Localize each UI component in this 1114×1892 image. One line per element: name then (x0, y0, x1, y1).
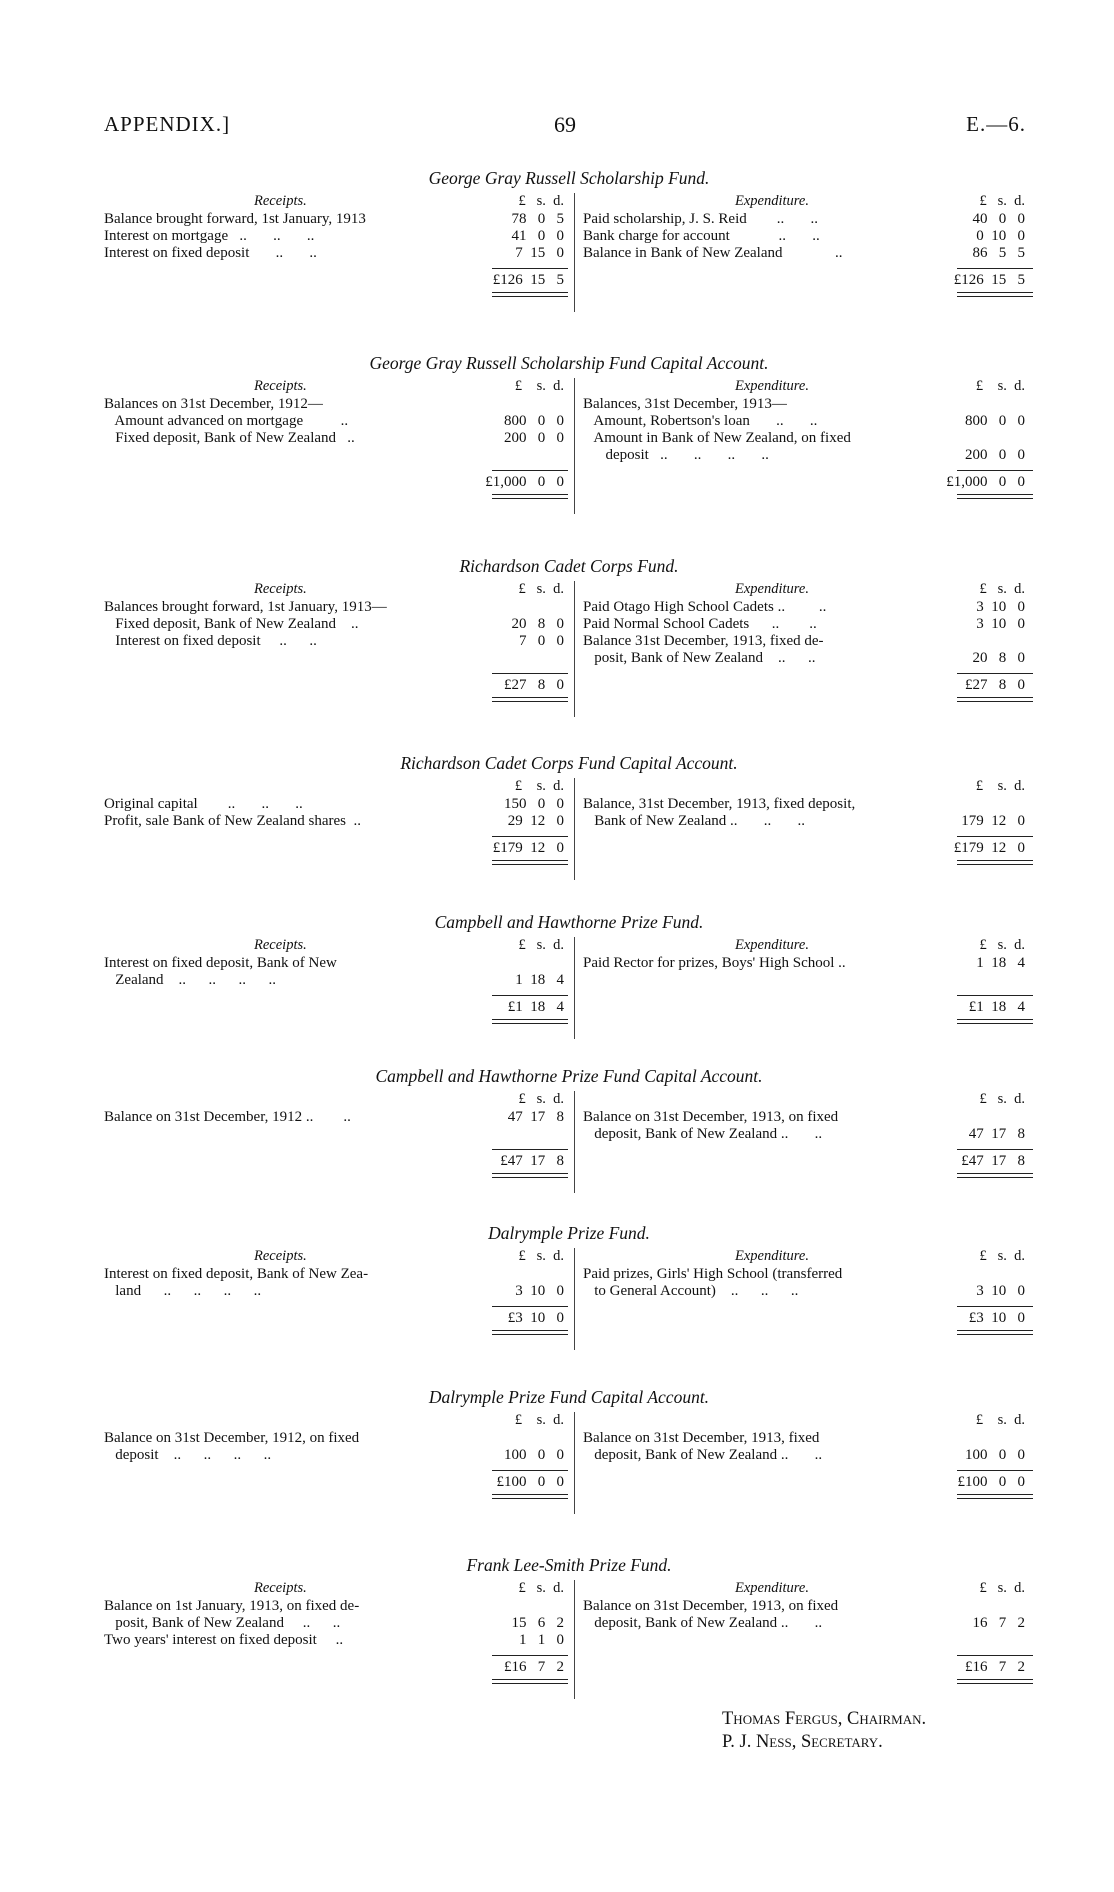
account-title: Campbell and Hawthorne Prize Fund. (434, 912, 704, 932)
entry-text: Fixed deposit, Bank of New Zealand .. (104, 616, 359, 632)
lsd-heading: £ s. d. (979, 193, 1025, 209)
total-rule (957, 1149, 1033, 1150)
entry-text: Paid Normal School Cadets .. .. (583, 616, 817, 632)
receipts-side (104, 937, 570, 1039)
total-rule (957, 836, 1033, 837)
account-block (104, 1387, 1034, 1514)
entry-text: Zealand .. .. .. .. (104, 972, 277, 988)
account-block (104, 353, 1034, 514)
entry-text: Two years' interest on fixed deposit .. (104, 1632, 344, 1648)
total-double-rule (957, 292, 1033, 297)
account-total: £3 10 0 (968, 1310, 1025, 1326)
receipts-side (104, 778, 570, 880)
account-body (104, 193, 1034, 312)
expenditure-heading: Expenditure. (735, 378, 809, 394)
expenditure-side (574, 937, 1035, 1039)
entry-text: posit, Bank of New Zealand .. .. (104, 1615, 341, 1631)
entry-amount: 200 0 0 (504, 430, 564, 446)
total-rule (492, 673, 568, 674)
total-double-rule (957, 860, 1033, 865)
total-rule (492, 1306, 568, 1307)
account-body (104, 1580, 1034, 1699)
entry-text: Balance brought forward, 1st January, 1913 (104, 211, 366, 227)
total-rule (957, 470, 1033, 471)
entry-text: Balances, 31st December, 1913— (583, 396, 787, 412)
account-body (104, 937, 1034, 1039)
account-total: £1 18 4 (968, 999, 1025, 1015)
total-double-rule (492, 1330, 568, 1335)
entry-text: Balance on 31st December, 1913, fixed (583, 1430, 820, 1446)
receipts-side (104, 1248, 570, 1350)
total-rule (492, 836, 568, 837)
total-double-rule (957, 697, 1033, 702)
entry-amount: 1 1 0 (519, 1632, 564, 1648)
total-double-rule (492, 494, 568, 499)
entry-text: Paid scholarship, J. S. Reid .. .. (583, 211, 818, 227)
entry-text: Interest on fixed deposit, Bank of New Zea- (104, 1266, 369, 1282)
secretary-signature: P. J. Ness, Secretary. (722, 1732, 883, 1752)
entry-text: Balances on 31st December, 1912— (104, 396, 323, 412)
account-body (104, 1091, 1034, 1193)
account-total: £47 17 8 (500, 1153, 564, 1169)
account-title: Richardson Cadet Corps Fund Capital Account. (400, 753, 738, 773)
expenditure-side (574, 378, 1035, 514)
entry-amount: 47 17 8 (968, 1126, 1025, 1142)
total-double-rule (492, 1679, 568, 1684)
account-total: £3 10 0 (507, 1310, 564, 1326)
entry-text: Balance on 31st December, 1913, on fixed (583, 1598, 839, 1614)
account-total: £27 8 0 (504, 677, 564, 693)
lsd-heading: £ s. d. (518, 1248, 564, 1264)
receipts-side (104, 581, 570, 717)
lsd-heading: £ s. d. (518, 581, 564, 597)
account-total: £100 0 0 (957, 1474, 1025, 1490)
entry-amount: 20 8 0 (972, 650, 1025, 666)
total-double-rule (492, 1019, 568, 1024)
account-title: Frank Lee-Smith Prize Fund. (466, 1555, 672, 1575)
total-double-rule (957, 1679, 1033, 1684)
account-total: £126 15 5 (953, 272, 1025, 288)
entry-text: Balance on 31st December, 1912, on fixed (104, 1430, 360, 1446)
entry-amount: 100 0 0 (504, 1447, 564, 1463)
expenditure-side (574, 1580, 1035, 1699)
lsd-heading: £ s. d. (979, 937, 1025, 953)
account-title: George Gray Russell Scholarship Fund. (428, 168, 710, 188)
entry-amount: 3 10 0 (976, 616, 1025, 632)
entry-text: Profit, sale Bank of New Zealand shares .. (104, 813, 362, 829)
entry-amount: 41 0 0 (511, 228, 564, 244)
total-double-rule (957, 1019, 1033, 1024)
expenditure-heading: Expenditure. (735, 1248, 809, 1264)
expenditure-heading: Expenditure. (735, 1580, 809, 1596)
document-code: E.—6. (966, 112, 1026, 136)
total-double-rule (957, 1330, 1033, 1335)
account-title: Dalrymple Prize Fund Capital Account. (428, 1387, 710, 1407)
lsd-heading: £ s. d. (518, 1580, 564, 1596)
expenditure-heading: Expenditure. (735, 581, 809, 597)
entry-amount: 800 0 0 (504, 413, 564, 429)
entry-amount: 3 10 0 (976, 599, 1025, 615)
entry-amount: 800 0 0 (965, 413, 1025, 429)
entry-text: Amount in Bank of New Zealand, on fixed (583, 430, 851, 446)
receipts-side (104, 1412, 570, 1514)
entry-amount: 78 0 5 (511, 211, 564, 227)
entry-text: Fixed deposit, Bank of New Zealand .. (104, 430, 355, 446)
page-header (104, 112, 1026, 142)
total-double-rule (492, 292, 568, 297)
account-title: Dalrymple Prize Fund. (488, 1223, 650, 1243)
entry-text: deposit .. .. .. .. (104, 1447, 272, 1463)
expenditure-side (574, 1091, 1035, 1193)
entry-amount: 150 0 0 (504, 796, 564, 812)
account-block (104, 1223, 1034, 1350)
account-block (104, 912, 1034, 1039)
total-rule (492, 470, 568, 471)
entry-amount: 0 10 0 (976, 228, 1025, 244)
total-rule (957, 1655, 1033, 1656)
expenditure-side (574, 581, 1035, 717)
chairman-signature: Thomas Fergus, Chairman. (722, 1709, 927, 1729)
entry-amount: 179 12 0 (961, 813, 1025, 829)
entry-text: Bank charge for account .. .. (583, 228, 820, 244)
entry-text: Paid prizes, Girls' High School (transferred (583, 1266, 843, 1282)
account-block (104, 1066, 1034, 1193)
entry-text: Balances brought forward, 1st January, 1913— (104, 599, 387, 615)
total-rule (957, 1306, 1033, 1307)
lsd-heading: £ s. d. (975, 378, 1025, 394)
entry-amount: 86 5 5 (972, 245, 1025, 261)
account-block (104, 168, 1034, 312)
entry-amount: 40 0 0 (972, 211, 1025, 227)
total-double-rule (492, 1173, 568, 1178)
lsd-heading: £ s. d. (514, 378, 564, 394)
total-double-rule (492, 860, 568, 865)
appendix-label: APPENDIX.] (104, 112, 231, 136)
receipts-side (104, 1091, 570, 1193)
lsd-heading: £ s. d. (518, 937, 564, 953)
entry-amount: 7 15 0 (515, 245, 564, 261)
account-total: £1 18 4 (507, 999, 564, 1015)
entry-amount: 1 18 4 (515, 972, 564, 988)
receipts-side (104, 1580, 570, 1699)
expenditure-side (574, 1412, 1035, 1514)
account-title: Campbell and Hawthorne Prize Fund Capital Account. (375, 1066, 763, 1086)
total-rule (957, 1470, 1033, 1471)
entry-text: Balance 31st December, 1913, fixed de- (583, 633, 824, 649)
lsd-heading: £ s. d. (975, 1412, 1025, 1428)
total-double-rule (492, 1494, 568, 1499)
entry-text: to General Account) .. .. .. (583, 1283, 799, 1299)
account-body (104, 1412, 1034, 1514)
total-double-rule (957, 1173, 1033, 1178)
account-total: £47 17 8 (961, 1153, 1025, 1169)
entry-text: deposit, Bank of New Zealand .. .. (583, 1447, 823, 1463)
total-rule (492, 268, 568, 269)
total-double-rule (492, 697, 568, 702)
entry-amount: 200 0 0 (965, 447, 1025, 463)
entry-text: deposit .. .. .. .. (583, 447, 769, 463)
entry-text: posit, Bank of New Zealand .. .. (583, 650, 816, 666)
lsd-heading: £ s. d. (514, 778, 564, 794)
entry-text: Balance, 31st December, 1913, fixed deposit, (583, 796, 856, 812)
account-block (104, 556, 1034, 717)
account-total: £126 15 5 (492, 272, 564, 288)
account-total: £16 7 2 (504, 1659, 564, 1675)
entry-text: Interest on fixed deposit, Bank of New (104, 955, 337, 971)
account-block (104, 1555, 1034, 1699)
expenditure-side (574, 778, 1035, 880)
receipts-side (104, 193, 570, 312)
receipts-heading: Receipts. (254, 1580, 307, 1596)
lsd-heading: £ s. d. (979, 1091, 1025, 1107)
entry-text: Balance in Bank of New Zealand .. (583, 245, 843, 261)
lsd-heading: £ s. d. (518, 1091, 564, 1107)
account-body (104, 778, 1034, 880)
entry-amount: 47 17 8 (507, 1109, 564, 1125)
entry-amount: 1 18 4 (976, 955, 1025, 971)
account-total: £100 0 0 (496, 1474, 564, 1490)
lsd-heading: £ s. d. (975, 778, 1025, 794)
lsd-heading: £ s. d. (514, 1412, 564, 1428)
entry-text: Balance on 31st December, 1912 .. .. (104, 1109, 351, 1125)
entry-text: Bank of New Zealand .. .. .. (583, 813, 806, 829)
account-total: £1,000 0 0 (485, 474, 564, 490)
entry-text: Paid Otago High School Cadets .. .. (583, 599, 827, 615)
entry-text: Balance on 31st December, 1913, on fixed (583, 1109, 839, 1125)
entry-amount: 15 6 2 (511, 1615, 564, 1631)
account-body (104, 1248, 1034, 1350)
account-title: George Gray Russell Scholarship Fund Capital Account. (369, 353, 769, 373)
entry-text: deposit, Bank of New Zealand .. .. (583, 1126, 823, 1142)
receipts-heading: Receipts. (254, 937, 307, 953)
entry-text: deposit, Bank of New Zealand .. .. (583, 1615, 823, 1631)
account-total: £16 7 2 (965, 1659, 1025, 1675)
lsd-heading: £ s. d. (979, 1248, 1025, 1264)
account-title: Richardson Cadet Corps Fund. (459, 556, 679, 576)
lsd-heading: £ s. d. (979, 581, 1025, 597)
total-rule (492, 1149, 568, 1150)
entry-amount: 100 0 0 (965, 1447, 1025, 1463)
receipts-heading: Receipts. (254, 1248, 307, 1264)
entry-text: land .. .. .. .. (104, 1283, 262, 1299)
entry-amount: 7 0 0 (519, 633, 564, 649)
signature-block (722, 1708, 926, 1754)
entry-amount: 3 10 0 (976, 1283, 1025, 1299)
expenditure-side (574, 193, 1035, 312)
receipts-heading: Receipts. (254, 193, 307, 209)
entry-text: Interest on fixed deposit .. .. (104, 633, 317, 649)
entry-text: Amount advanced on mortgage .. (104, 413, 349, 429)
total-double-rule (957, 494, 1033, 499)
receipts-heading: Receipts. (254, 581, 307, 597)
page-number: 69 (554, 112, 576, 137)
entry-text: Amount, Robertson's loan .. .. (583, 413, 818, 429)
lsd-heading: £ s. d. (518, 193, 564, 209)
entry-text: Balance on 1st January, 1913, on fixed de- (104, 1598, 360, 1614)
account-block (104, 753, 1034, 880)
total-rule (492, 995, 568, 996)
entry-amount: 20 8 0 (511, 616, 564, 632)
account-total: £179 12 0 (492, 840, 564, 856)
account-total: £179 12 0 (953, 840, 1025, 856)
account-total: £27 8 0 (965, 677, 1025, 693)
account-total: £1,000 0 0 (946, 474, 1025, 490)
entry-amount: 16 7 2 (972, 1615, 1025, 1631)
entry-text: Paid Rector for prizes, Boys' High School .. (583, 955, 846, 971)
total-rule (957, 995, 1033, 996)
entry-text: Interest on fixed deposit .. .. (104, 245, 317, 261)
total-rule (957, 673, 1033, 674)
entry-amount: 29 12 0 (507, 813, 564, 829)
receipts-side (104, 378, 570, 514)
receipts-heading: Receipts. (254, 378, 307, 394)
entry-text: Original capital .. .. .. (104, 796, 303, 812)
total-double-rule (957, 1494, 1033, 1499)
account-body (104, 378, 1034, 514)
expenditure-heading: Expenditure. (735, 937, 809, 953)
total-rule (492, 1655, 568, 1656)
account-body (104, 581, 1034, 717)
expenditure-heading: Expenditure. (735, 193, 809, 209)
lsd-heading: £ s. d. (979, 1580, 1025, 1596)
entry-amount: 3 10 0 (515, 1283, 564, 1299)
entry-text: Interest on mortgage .. .. .. (104, 228, 315, 244)
total-rule (492, 1470, 568, 1471)
expenditure-side (574, 1248, 1035, 1350)
total-rule (957, 268, 1033, 269)
